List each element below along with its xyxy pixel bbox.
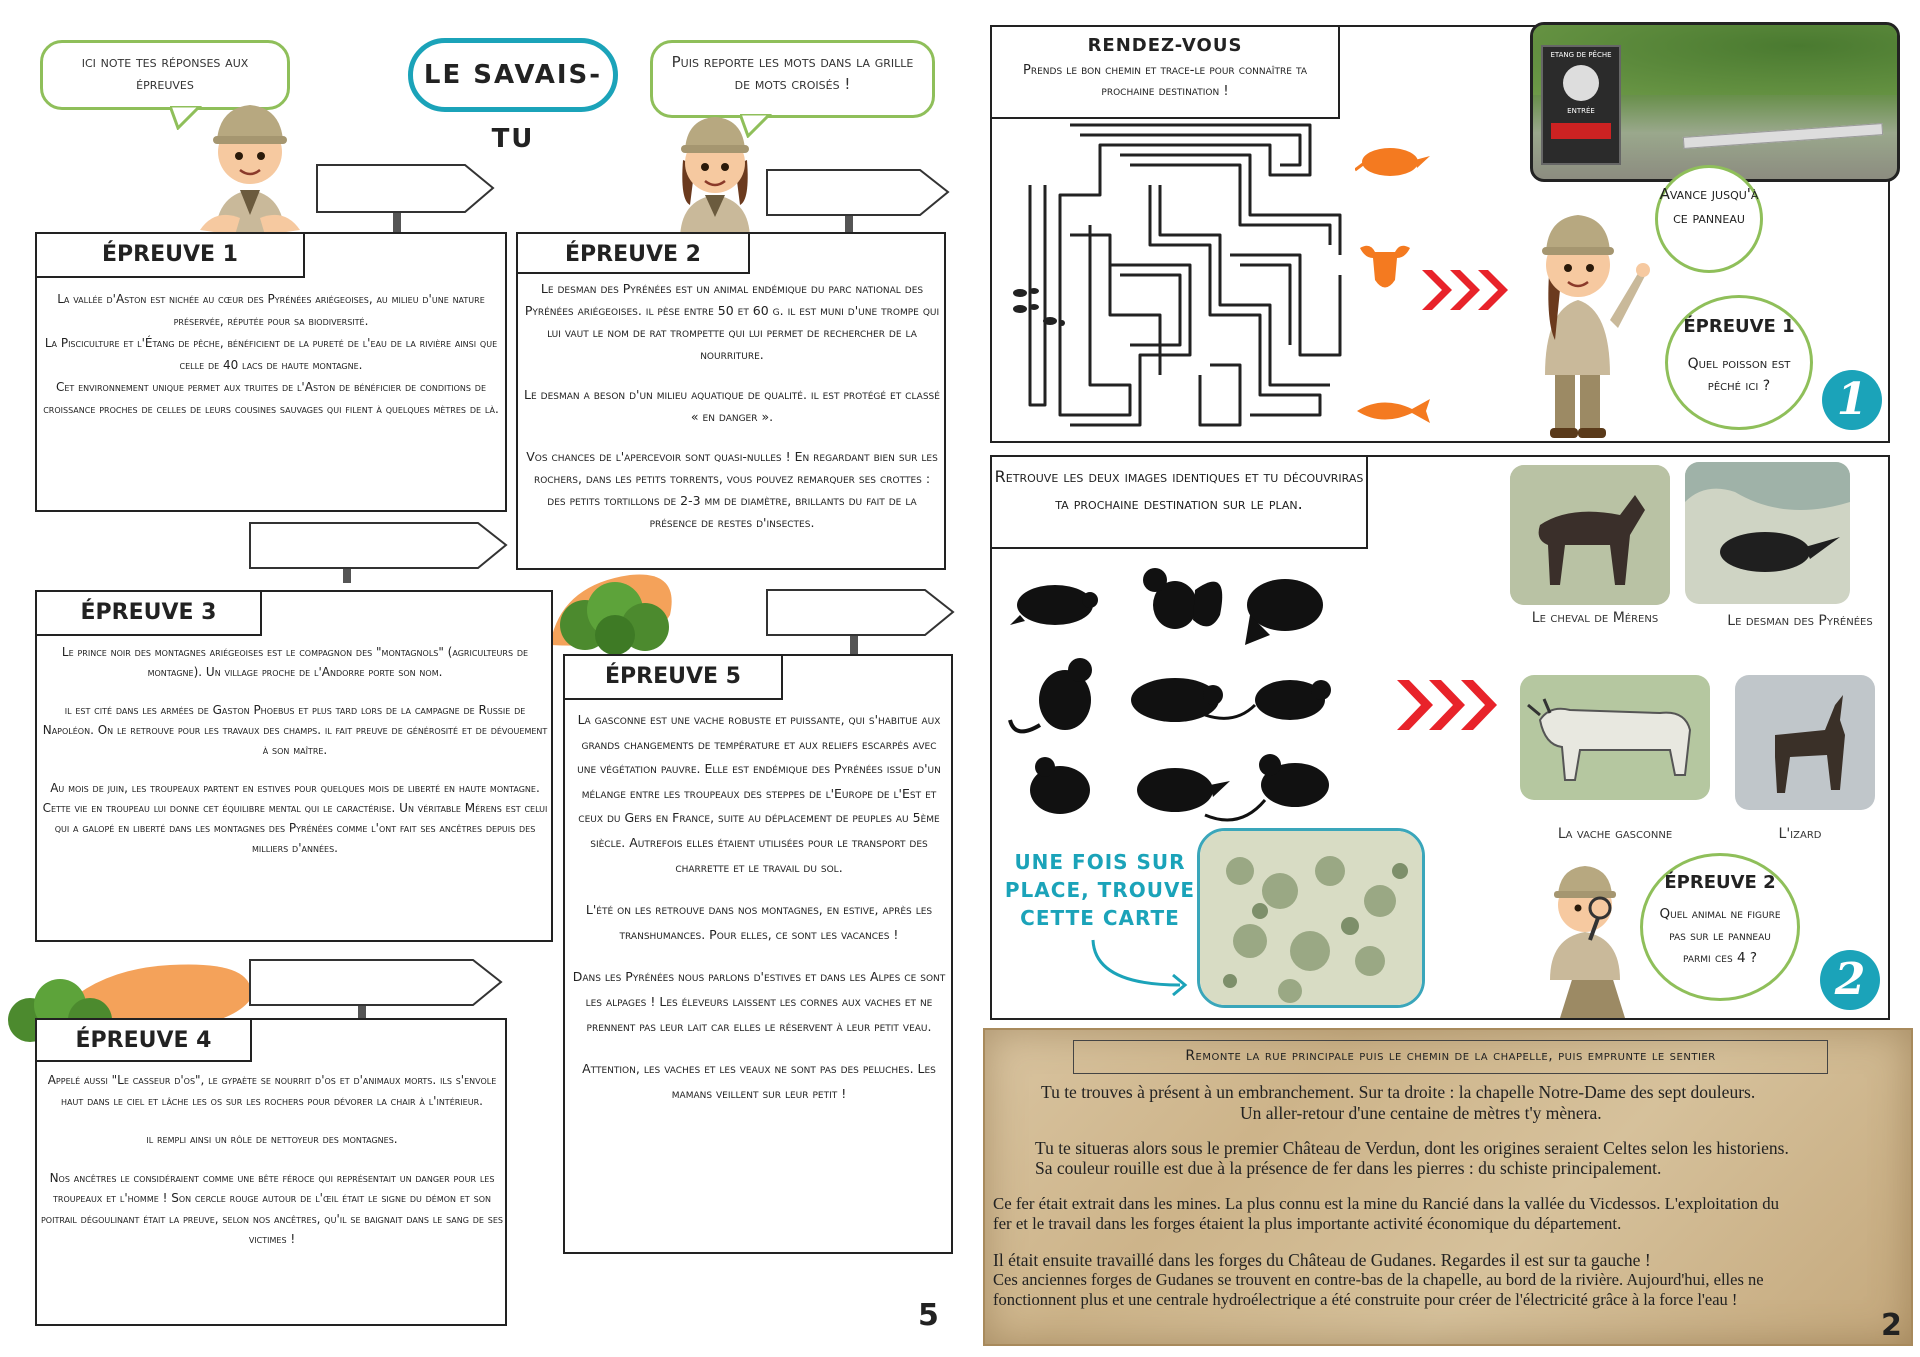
- card-photo: [1197, 828, 1425, 1008]
- maze-puzzle: [1010, 115, 1370, 435]
- epreuve-1-para-1: La vallée d'Aston est nichée au cœur des Pyrénées ariégeoises, au milieu d'une nature préservée, réputée pour sa biodiversité.: [57, 292, 485, 328]
- rendez-vous-title: RENDEZ-VOUS: [1087, 35, 1243, 56]
- epreuve-5-para-3: Dans les Pyrénées nous parlons d'estives et dans les Alpes ce sont les alpages ! Les éleveurs laissent les cornes aux vaches et ne prennent pas leur lait car elles le réservent à leur petit veau.: [572, 969, 946, 1034]
- signpost-arrow: [315, 160, 495, 235]
- silhouette-squirrel: [1143, 568, 1222, 629]
- cow-icon: [1355, 240, 1415, 295]
- epreuve-2-circle-question: Quel animal ne figure pas sur le panneau parmi ces 4 ?: [1659, 906, 1781, 966]
- red-arrows-icon: [1420, 265, 1510, 315]
- epreuve-1-heading: ÉPREUVE 1: [37, 234, 305, 278]
- parchment-banner: Remonte la rue principale puis le chemin de la chapelle, puis emprunte le sentier: [1073, 1040, 1828, 1074]
- epreuve-2-para-1: Le desman des Pyrénées est un animal endémique du parc national des Pyrénées ariégeoises. il pèse entre 50 et 60 g. il est muni d'une trompe qui lui vaut le nom de rat trompette qui lui permet de rechercher de la nourriture.: [524, 281, 940, 362]
- epreuve-5-box: [563, 654, 953, 1254]
- signpost-arrow: [248, 955, 503, 1020]
- parchment-line-6: fer et le travail dans les forges étaient la plus importante activité économique du département.: [993, 1214, 1622, 1233]
- speech-bubble-avance-text: Avance jusqu'à ce panneau: [1659, 185, 1759, 227]
- speech-bubble-left-text: ici note tes réponses aux épreuves: [81, 53, 249, 93]
- scout-boy-magnifier-illustration: [1520, 860, 1655, 1020]
- etang-peche-photo: [1530, 22, 1900, 182]
- scout-girl-pointing-illustration: [1510, 200, 1650, 440]
- caption-desman: Le desman des Pyrénées: [1727, 613, 1873, 629]
- parchment-line-8: Ces anciennes forges de Gudanes se trouvent en contre-bas de la chapelle, au bord de la rivière. Aujourd'hui, elles ne: [993, 1270, 1764, 1289]
- step-badge-2: 2: [1820, 950, 1880, 1010]
- epreuve-1-para-3: Cet environnement unique permet aux truites de l'Aston de bénéficier de conditions de croissance proches de celles de leurs cousines sauvages qui filent à quelques mètres de là.: [43, 380, 499, 416]
- page-title: LE SAVAIS-TU: [408, 38, 618, 112]
- epreuve-5-para-1: La gasconne est une vache robuste et puissante, qui s'habitue aux grands changements de température et aux reliefs escarpés avec une végétation pauvre. Elle est endémique des Pyrénées issue d'un mélange entre les troupeaux des steppes de l'Europe de l'Est et ceux du Gers en France, suite au déplacement de peuples au 5ème siècle. Autrefois elles étaient utilisées pour le transport des charrette et le travail du sol.: [577, 712, 941, 875]
- epreuve-4-box: [35, 1018, 507, 1326]
- parchment-line-2: Un aller-retour d'une centaine de mètres t'y mènera.: [1240, 1103, 1602, 1123]
- epreuve-5-text: [571, 708, 947, 1124]
- fish-icon: [1352, 395, 1432, 427]
- epreuve-5-para-2: L'été on les retrouve dans nos montagnes, en estive, après les transhumances. Pour elles, ce sont les vacances !: [585, 902, 933, 942]
- bush-icon: [555, 575, 675, 655]
- epreuve-5-para-4: Attention, les vaches et les veaux ne sont pas des peluches. Les mamans veillent sur leur petit !: [582, 1061, 936, 1101]
- desman-painting-photo: [1685, 462, 1850, 604]
- izard-painting-photo: [1735, 675, 1875, 810]
- etang-sign-text: ETANG DE PÊCHE: [1550, 51, 1612, 59]
- mole-icon: [1355, 140, 1430, 180]
- epreuve-3-box: [35, 590, 553, 942]
- silhouette-rat-1: [1010, 658, 1092, 731]
- epreuve-1-text: [41, 288, 501, 420]
- page-number-right: 2: [1881, 1308, 1902, 1343]
- rendez-vous-header: [990, 25, 1340, 119]
- epreuve-4-para-2: il rempli ainsi un rôle de nettoyeur des montagnes.: [146, 1132, 398, 1146]
- silhouette-mole: [1010, 585, 1098, 625]
- speech-bubble-right-text: Puis reporte les mots dans la grille de mots croisés !: [671, 53, 914, 93]
- epreuve-2-circle-heading: ÉPREUVE 2: [1664, 872, 1776, 893]
- epreuve-5-heading: ÉPREUVE 5: [565, 656, 783, 700]
- silhouette-mouse-1: [1205, 680, 1331, 720]
- speech-bubble-avance: [1655, 165, 1763, 273]
- scout-boy-illustration: [195, 90, 305, 240]
- parchment-panel: [983, 1028, 1913, 1346]
- epreuve-1-question-circle: [1665, 295, 1813, 430]
- parchment-line-3: Tu te situeras alors sous le premier Château de Verdun, dont les origines seraient Celtes selon les historiens.: [1035, 1138, 1789, 1158]
- epreuve-1-box: [35, 232, 507, 512]
- epreuve-3-text: [41, 642, 549, 876]
- identical-images-instruction: Retrouve les deux images identiques et tu découvriras ta prochaine destination sur le plan.: [994, 467, 1364, 513]
- epreuve-1-circle-question: Quel poisson est pêché ici ?: [1687, 356, 1791, 394]
- epreuve-4-para-1: Appelé aussi "Le casseur d'os", le gypaète se nourrit d'os et d'animaux morts. ils s'envole haut dans le ciel et lâche les os sur les rochers pour dévorer la chair à l'intérieur.: [47, 1073, 497, 1108]
- une-fois-instruction: UNE FOIS SUR PLACE, TROUVE CETTE CARTE: [1004, 850, 1196, 930]
- epreuve-3-para-2: il est cité dans les armées de Gaston Phoebus et plus tard lors de la campagne de Russie de Napoléon. On le retrouve pour les travaux des champs. il fait preuve de générosité et de dévouement à son maître.: [42, 703, 548, 757]
- page-number-left: 5: [918, 1298, 939, 1333]
- epreuve-3-para-3: Au mois de juin, les troupeaux partent en estives pour quelques mois de liberté en haute montagne. Cette vie en troupeau lui donne cet équilibre mental qui le caractérise. Un véritable Mérens est celui qui a galopé en liberté dans les montagnes des Pyrénées comme l'ont fait ses ancêtres depuis des milliers d'années.: [42, 781, 548, 855]
- silhouette-shrew: [1137, 768, 1230, 812]
- silhouette-mouse-2: [1030, 757, 1090, 814]
- caption-cheval: Le cheval de Mérens: [1531, 610, 1659, 626]
- parchment-line-9: fonctionnent plus et une centrale hydroélectrique a été construite pour créer de l'électricité grâce à la force l'eau !: [993, 1290, 1738, 1309]
- epreuve-3-heading: ÉPREUVE 3: [37, 592, 262, 636]
- parchment-line-7: Il était ensuite travaillé dans les forges du Château de Gudanes. Regardes il est sur ta gauche !: [993, 1250, 1651, 1270]
- scout-girl-illustration: [665, 105, 765, 240]
- horse-painting-photo: [1510, 465, 1670, 605]
- rendez-vous-subtitle: Prends le bon chemin et trace-le pour connaître ta prochaine destination !: [1023, 63, 1307, 99]
- silhouette-beaver: [1245, 579, 1323, 645]
- animal-silhouettes-grid: [1005, 555, 1355, 835]
- signpost-arrow: [248, 518, 508, 583]
- caption-vache: La vache gasconne: [1557, 826, 1673, 842]
- epreuve-2-heading: ÉPREUVE 2: [518, 234, 750, 274]
- footprints-icon: [1010, 285, 1065, 330]
- red-arrows-icon: [1395, 675, 1500, 735]
- epreuve-1-circle-heading: ÉPREUVE 1: [1683, 316, 1795, 337]
- epreuve-4-heading: ÉPREUVE 4: [37, 1020, 252, 1062]
- step-badge-1: 1: [1822, 370, 1882, 430]
- epreuve-2-text: [524, 278, 940, 552]
- parchment-line-4: Sa couleur rouille est due à la présence de fer dans les pierres : du schiste principalement.: [1035, 1158, 1662, 1178]
- signpost-arrow: [765, 585, 955, 655]
- etang-sign-entree: ENTRÉE: [1567, 107, 1595, 115]
- cow-painting-photo: [1520, 675, 1710, 800]
- identical-images-header: [990, 455, 1368, 549]
- epreuve-2-para-2: Le desman a beson d'un milieu aquatique de qualité. il est protégé et classé « en danger ».: [524, 387, 940, 424]
- epreuve-2-question-circle: [1640, 853, 1800, 1001]
- curved-arrow-icon: [1085, 935, 1195, 1000]
- parchment-line-1: Tu te trouves à présent à un embranchement. Sur ta droite : la chapelle Notre-Dame des sept douleurs.: [1041, 1082, 1756, 1102]
- epreuve-3-para-1: Le prince noir des montagnes ariégeoises est le compagnon des "montagnols" (agriculteurs de montagne). Un village proche de l'Andorre porte son nom.: [61, 645, 529, 679]
- parchment-line-5: Ce fer était extrait dans les mines. La plus connu est la mine du Rancié dans la vallée du Vicdessos. L'exploitation du: [993, 1194, 1780, 1213]
- epreuve-4-text: [39, 1070, 505, 1268]
- epreuve-2-para-3: Vos chances de l'apercevoir sont quasi-nulles ! En regardant bien sur les rochers, dans les petits torrents, vous pouvez remarquer ses crottes : des petits tortillons de 2-3 mm de diamètre, brillants du fait de la présence de restes d'insectes.: [526, 449, 938, 530]
- signpost-arrow: [765, 165, 950, 235]
- epreuve-1-para-2: La Pisciculture et l'Étang de pêche, bénéficient de la pureté de l'eau de la rivière ainsi que celle de 40 lacs de haute montagne.: [44, 336, 498, 372]
- caption-izard: L'izard: [1778, 826, 1822, 842]
- epreuve-2-box: [516, 232, 946, 570]
- epreuve-4-para-3: Nos ancêtres le considéraient comme une bête féroce qui représentait un danger pour les troupeaux et l'homme ! Son cercle rouge autour de l'œil était le signe du démon et son poitrail dégoulinant était la preuve, selon nos ancêtres, qu'il se baignait dans le sang de ses victimes !: [40, 1170, 504, 1246]
